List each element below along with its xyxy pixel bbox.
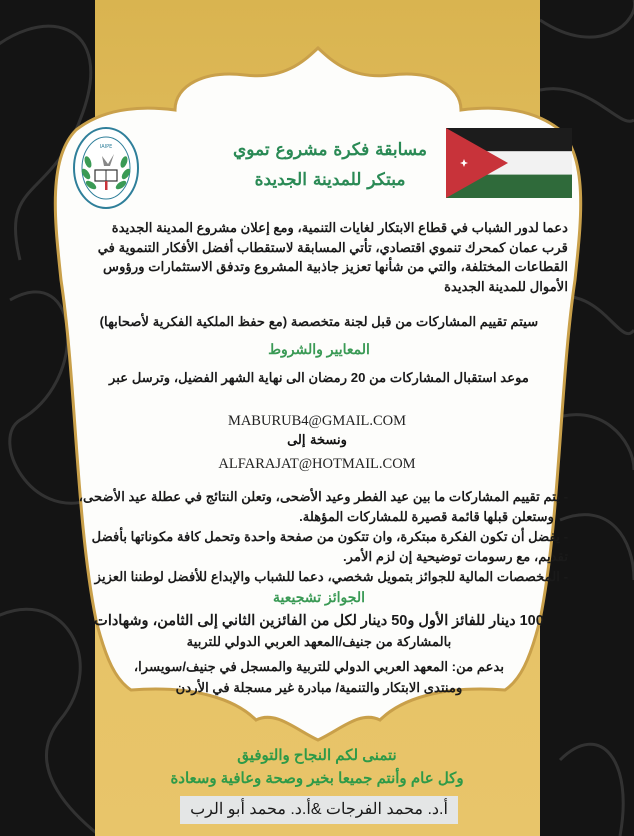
intro-line: الأموال للمدينة الجديدة: [444, 278, 568, 294]
intro-paragraph: [70, 218, 568, 296]
svg-text:IAIPE: IAIPE: [99, 144, 113, 150]
submission-line: موعد استقبال المشاركات من 20 رمضان الى نهاية الشهر الفضيل، وترسل عبر: [109, 370, 529, 385]
prizes-heading: الجوائز تشجيعية: [273, 589, 365, 605]
email-copy[interactable]: ALFARAJAT@HOTMAIL.COM: [218, 456, 416, 472]
criteria-heading: المعايير والشروط: [268, 341, 370, 357]
bullet-line: تقديم، مع رسومات توضيحية إن لزم الأمر.: [343, 549, 568, 564]
title-line-2: مبتكر للمدينة الجديدة: [254, 170, 406, 190]
prizes-line-1: 100 دينار للفائز الأول و50 دينار لكل من الفائزين الثاني إلى الثامن، وشهادات: [94, 613, 544, 629]
copy-to-label: ونسخة إلى: [287, 433, 347, 448]
criteria-bullets: [70, 487, 568, 587]
bullet-line: - يفضل أن تكون الفكرة مبتكرة، وان تتكون من صفحة واحدة وتحمل كافة مكوناتها بأفضل: [91, 529, 568, 544]
intro-line: قرب عمان كمحرك تنموي اقتصادي، تأتي المسابقة لاستقطاب أفضل الأفكار التنموية في: [97, 239, 568, 255]
support-line-2: ومنتدى الابتكار والتنمية/ مبادرة غير مسجلة في الأردن: [175, 680, 463, 695]
title-line-1: مسابقة فكرة مشروع تموي: [232, 140, 428, 160]
signature-box: أ.د. محمد الفرجات &أ.د. محمد أبو الرب: [180, 796, 458, 824]
email-primary[interactable]: MABURUB4@GMAIL.COM: [227, 413, 407, 429]
bullet-line: - يتم تقييم المشاركات ما بين عيد الفطر وعيد الأضحى، وتعلن النتائج في عطلة عيد الأضحى،: [78, 489, 568, 504]
jordan-flag-icon: [446, 128, 572, 198]
prizes-line-2: بالمشاركة من جنيف/المعهد العربي الدولي للتربية: [186, 634, 452, 649]
intro-line: دعما لدور الشباب في قطاع الابتكار لغايات التنمية، ومع إعلان مشروع المدينة الجديدة: [111, 220, 568, 235]
competition-title: [230, 135, 430, 195]
footer-wish-line-2: وكل عام وأنتم جميعا بخير وصحة وعافية وسعادة: [170, 770, 464, 787]
bullet-line: وستعلن قبلها قائمة قصيرة للمشاركات المؤهلة.: [299, 509, 554, 524]
footer-wish-line-1: نتمنى لكم النجاح والتوفيق: [237, 747, 397, 764]
intro-line: القطاعات المختلفة، والتي من شأنها تعزيز جاذبية المشروع وتدفق الاستثمارات ورؤوس: [103, 259, 568, 274]
bullet-line: - المخصصات المالية للجوائز بتمويل شخصي، دعما للشباب والإبداع للأفضل لوطننا العزيز: [94, 569, 568, 584]
institute-emblem-icon: [72, 126, 140, 210]
evaluation-note: سيتم تقييم المشاركات من قبل لجنة متخصصة (مع حفظ الملكية الفكرية لأصحابها): [99, 314, 539, 329]
support-line-1: بدعم من: المعهد العربي الدولي للتربية والمسجل في جنيف/سويسرا،: [133, 659, 505, 674]
